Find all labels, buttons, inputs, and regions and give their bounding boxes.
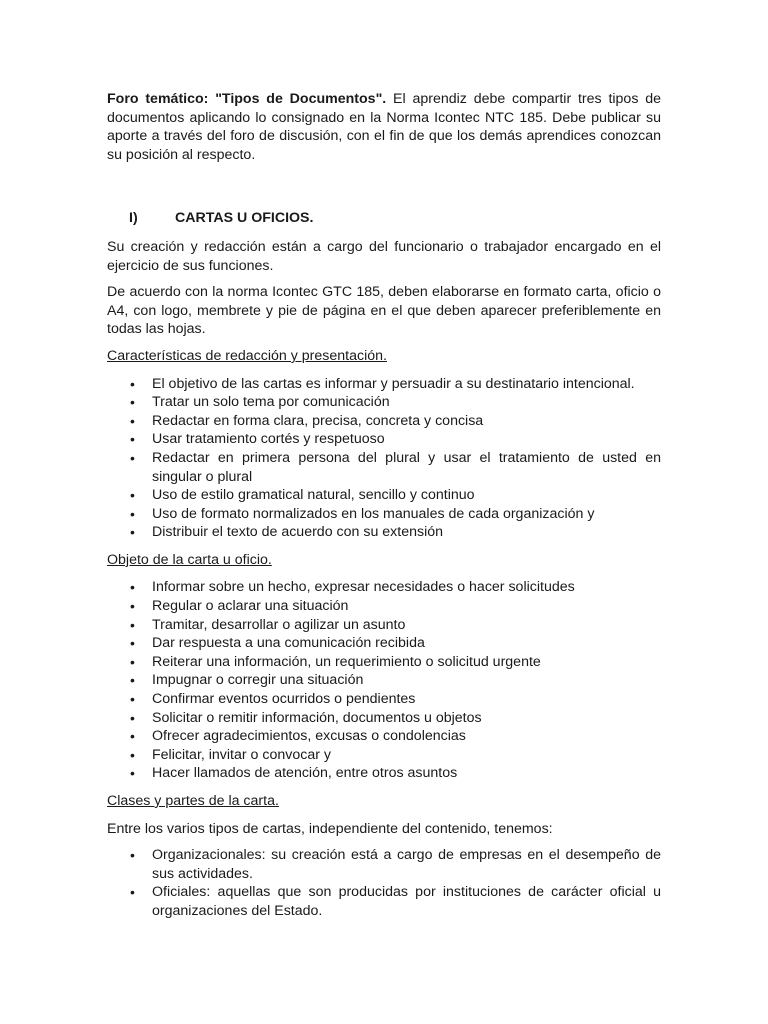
list-item-text: Uso de formato normalizados en los manuales de cada organización y (152, 505, 595, 522)
list-item-text: Redactar en primera persona del plural y usar el tratamiento de usted en singular o plural (152, 449, 661, 485)
list-item-text: Oficiales: aquellas que son producidas por instituciones de carácter oficial u organizaciones del Estado. (152, 884, 661, 919)
list-item-text: Confirmar eventos ocurridos o pendientes (152, 691, 416, 708)
bullet-icon: • (130, 431, 135, 448)
bullet-icon: • (130, 765, 135, 782)
list-item (107, 449, 661, 486)
classes-heading: Clases y partes de la carta. (107, 793, 279, 809)
list-item (107, 690, 661, 709)
list-item (107, 671, 661, 690)
list-item-text: Redactar en forma clara, precisa, concreta y concisa (152, 412, 484, 429)
list-item-text: Impugnar o corregir una situación (152, 672, 364, 689)
list-item-text: Hacer llamados de atención, entre otros asuntos (152, 765, 458, 782)
section-title: CARTAS U OFICIOS. (175, 210, 314, 227)
bullet-icon: • (130, 487, 135, 504)
list-item-text: Tratar un solo tema por comunicación (152, 394, 390, 411)
purpose-heading: Objeto de la carta u oficio. (107, 551, 272, 568)
bullet-icon: • (130, 635, 135, 652)
paragraph-norm: De acuerdo con la norma Icontec GTC 185, deben elaborarse en formato carta, oficio o A4, con logo, membrete y pie de página en el que deben aparecer preferiblemente en todas las hojas. (107, 284, 661, 338)
paragraph-creation: Su creación y redacción están a cargo del funcionario o trabajador encargado en el ejercicio de sus funciones. (107, 238, 661, 274)
list-item-text: Informar sobre un hecho, expresar necesidades o hacer solicitudes (152, 579, 575, 596)
bullet-icon: • (130, 728, 135, 745)
list-item (107, 393, 661, 412)
section-heading (107, 209, 661, 228)
list-item-text: Dar respuesta a una comunicación recibida (152, 635, 425, 652)
list-item (107, 486, 661, 505)
list-item (107, 634, 661, 653)
bullet-icon: • (130, 449, 135, 466)
list-item (107, 727, 661, 746)
bullet-icon: • (130, 884, 135, 901)
list-item (107, 709, 661, 728)
list-item-text: Ofrecer agradecimientos, excusas o condolencias (152, 728, 466, 745)
purpose-list (107, 578, 661, 783)
list-item-text: Organizacionales: su creación está a cargo de empresas en el desempeño de sus actividades. (152, 847, 661, 882)
list-item-text: Distribuir el texto de acuerdo con su extensión (152, 524, 444, 541)
bullet-icon: • (130, 746, 135, 763)
list-item (107, 846, 661, 883)
bullet-icon: • (130, 375, 135, 392)
classes-intro: Entre los varios tipos de cartas, independiente del contenido, tenemos: (107, 820, 553, 837)
list-item (107, 653, 661, 672)
list-item-text: Uso de estilo gramatical natural, sencillo y continuo (152, 487, 475, 504)
list-item (107, 616, 661, 635)
list-item (107, 764, 661, 783)
characteristics-heading: Características de redacción y presentación. (107, 347, 387, 364)
list-item-text: Solicitar o remitir información, documentos u objetos (152, 709, 482, 726)
bullet-icon: • (130, 524, 135, 541)
bullet-icon: • (130, 847, 135, 864)
bullet-icon: • (130, 616, 135, 633)
characteristics-list (107, 375, 661, 542)
list-item-text: Regular o aclarar una situación (152, 598, 349, 615)
bullet-icon: • (130, 653, 135, 670)
document-page (107, 90, 661, 930)
list-item-text: Usar tratamiento cortés y respetuoso (152, 431, 385, 448)
bullet-icon: • (130, 394, 135, 411)
section-number: I) (129, 210, 138, 227)
list-item (107, 430, 661, 449)
intro-text: El aprendiz debe compartir tres tipos de documentos aplicando lo consignado en la Norma Icontec NTC 185. Debe publicar su aporte a través del foro de discusión, con el fin de que los demás aprendices conozcan su posición al respecto. (107, 91, 661, 163)
list-item (107, 523, 661, 542)
bullet-icon: • (130, 598, 135, 615)
bullet-icon: • (130, 579, 135, 596)
bullet-icon: • (130, 505, 135, 522)
intro-paragraph (107, 90, 661, 164)
classes-list (107, 846, 661, 920)
bullet-icon: • (130, 412, 135, 429)
list-item-text: El objetivo de las cartas es informar y persuadir a su destinatario intencional. (152, 375, 635, 392)
list-item (107, 883, 661, 920)
list-item (107, 375, 661, 394)
list-item (107, 746, 661, 765)
list-item (107, 597, 661, 616)
bullet-icon: • (130, 709, 135, 726)
list-item-text: Tramitar, desarrollar o agilizar un asunto (152, 616, 406, 633)
intro-title: Foro temático: "Tipos de Documentos". (107, 91, 387, 107)
bullet-icon: • (130, 691, 135, 708)
list-item (107, 505, 661, 524)
bullet-icon: • (130, 672, 135, 689)
list-item-text: Reiterar una información, un requerimiento o solicitud urgente (152, 653, 541, 670)
list-item (107, 578, 661, 597)
list-item (107, 412, 661, 431)
list-item-text: Felicitar, invitar o convocar y (152, 746, 331, 763)
